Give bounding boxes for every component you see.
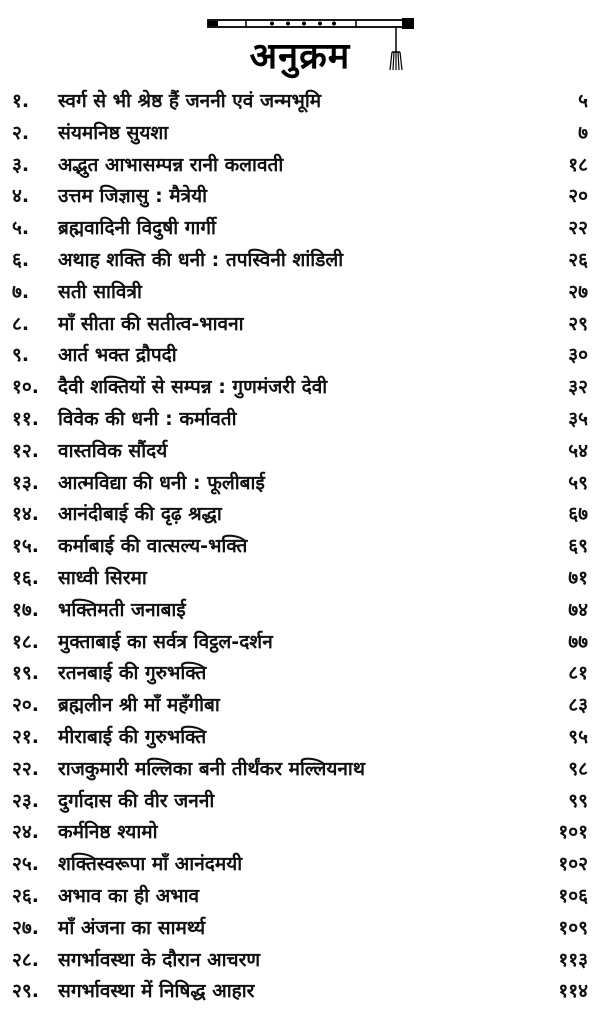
toc-entry-title: माँ सीता की सतीत्व-भावना [58,312,244,335]
toc-entry-title: आर्त भक्त द्रौपदी [58,344,177,367]
toc-entry-number: १०. [12,376,39,399]
toc-entry [0,658,600,690]
toc-entry [0,786,600,818]
toc-entry-number: २१. [12,725,39,748]
toc-entry-page: ३५ [568,407,588,430]
toc-entry-number: १८. [12,630,39,653]
toc-entry-page: ५४ [568,439,588,462]
toc-entry-title: राजकुमारी मल्लिका बनी तीर्थंकर मल्लियनाथ [58,757,365,780]
toc-entry-title: रतनबाई की गुरुभक्ति [58,662,207,685]
toc-entry-title: अथाह शक्ति की धनी : तपस्विनी शांडिली [58,248,344,271]
toc-entry [0,436,600,468]
toc-entry-number: ७. [12,280,30,303]
toc-entry-number: १९. [12,662,39,685]
toc-entry-page: ७४ [568,598,588,621]
toc-entry [0,722,600,754]
toc-entry-number: २५. [12,853,39,876]
toc-entry-number: २२. [12,757,39,780]
toc-entry [0,213,600,245]
toc-entry [0,945,600,977]
toc-entry-number: २. [12,121,30,144]
toc-entry-number: ५. [12,217,30,240]
toc-entry-number: २७. [12,916,39,939]
toc-entry-title: आनंदीबाई की दृढ़ श्रद्धा [58,503,222,526]
toc-entry-number: २६. [12,884,39,907]
toc-entry [0,627,600,659]
toc-entry-title: दुर्गादास की वीर जननी [58,789,215,812]
toc-entry-title: अभाव का ही अभाव [58,884,200,907]
toc-entry-number: २३. [12,789,39,812]
toc-entry-page: २९ [568,312,588,335]
toc-entry [0,849,600,881]
toc-entry-number: १४. [12,503,39,526]
toc-entry-number: ९. [12,344,30,367]
toc-entry [0,754,600,786]
toc-entry [0,595,600,627]
toc-entry [0,531,600,563]
toc-entry-page: ६९ [568,535,588,558]
toc-entry-number: १३. [12,471,39,494]
toc-entry [0,181,600,213]
toc-entry-page: १०१ [558,821,588,844]
toc-entry-title: भक्तिमती जनाबाई [58,598,186,621]
toc-entry-number: ११. [12,407,39,430]
toc-entry-page: ९८ [568,757,588,780]
toc-entry-number: १. [12,90,30,112]
toc-entry [0,340,600,372]
toc-entry [0,277,600,309]
toc-entry-title: वास्तविक सौंदर्य [58,439,168,462]
toc-entry-title: माँ अंजना का सामर्थ्य [58,916,206,939]
toc-entry-page: १०९ [558,916,588,939]
title-block [0,0,600,84]
toc-entry [0,86,600,118]
toc-entry-number: १७. [12,598,39,621]
toc-entry [0,118,600,150]
toc-entry-title: सगर्भावस्था के दौरान आचरण [58,948,261,971]
toc-entry-page: ३२ [568,376,588,399]
toc-entry [0,309,600,341]
toc-entry-number: १२. [12,439,39,462]
toc-entry-page: ९५ [568,725,588,748]
toc-entry-title: संयमनिष्ठ सुयशा [58,121,169,144]
table-of-contents [0,86,600,1008]
toc-entry [0,404,600,436]
toc-entry [0,976,600,1008]
toc-entry-title: ब्रह्मवादिनी विदुषी गार्गी [58,217,216,240]
toc-entry-page: ६७ [568,503,588,526]
toc-entry-page: ७ [578,121,588,144]
toc-entry-page: २० [568,185,588,208]
toc-entry-page: ३० [568,344,588,367]
toc-entry-title: दैवी शक्तियों से सम्पन्न : गुणमंजरी देवी [58,376,328,399]
page-title: अनुक्रम [249,36,351,77]
toc-entry-title: साध्वी सिरमा [58,566,147,589]
toc-entry-title: सगर्भावस्था में निषिद्ध आहार [58,980,255,1003]
toc-entry-page: २६ [568,248,588,271]
toc-entry [0,499,600,531]
toc-entry [0,817,600,849]
toc-entry-page: ९९ [568,789,588,812]
toc-entry [0,913,600,945]
toc-entry-number: ४. [12,185,30,208]
toc-entry-title: अद्भुत आभासम्पन्न रानी कलावती [58,153,284,176]
toc-entry-number: २९. [12,980,39,1003]
toc-entry-number: १५. [12,535,39,558]
toc-entry [0,690,600,722]
toc-entry-number: २४. [12,821,39,844]
toc-entry-title: कर्माबाई की वात्सल्य-भक्ति [58,535,248,558]
toc-entry-page: २२ [568,217,588,240]
toc-entry-page: ५९ [568,471,588,494]
toc-entry-title: उत्तम जिज्ञासु : मैत्रेयी [58,185,208,208]
toc-entry-page: ७७ [568,630,588,653]
toc-entry-title: ब्रह्मलीन श्री माँ महँगीबा [58,694,220,717]
toc-entry-page: ११३ [558,948,588,971]
toc-entry-title: मीराबाई की गुरुभक्ति [58,725,207,748]
toc-entry-page: १०६ [558,884,588,907]
toc-entry [0,563,600,595]
toc-entry-title: स्वर्ग से भी श्रेष्ठ हैं जननी एवं जन्मभूमि [58,90,322,112]
toc-entry-page: २७ [568,280,588,303]
toc-entry-number: २८. [12,948,39,971]
toc-entry-title: शक्तिस्वरूपा माँ आनंदमयी [58,853,243,876]
toc-entry [0,150,600,182]
toc-entry-page: ७१ [568,566,588,589]
toc-entry-page: १०२ [558,853,588,876]
toc-entry-number: १६. [12,566,39,589]
toc-entry [0,372,600,404]
toc-entry-page: ८१ [568,662,588,685]
toc-entry-number: ६. [12,248,30,271]
toc-entry-page: ८३ [568,694,588,717]
toc-entry-title: विवेक की धनी : कर्मावती [58,407,237,430]
toc-entry [0,468,600,500]
toc-entry [0,245,600,277]
toc-entry-title: मुक्ताबाई का सर्वत्र विट्ठल-दर्शन [58,630,273,653]
toc-entry-title: कर्मनिष्ठ श्यामो [58,821,158,844]
toc-entry-number: ८. [12,312,30,335]
toc-entry-page: १८ [568,153,588,176]
toc-entry [0,881,600,913]
toc-entry-title: सती सावित्री [58,280,142,303]
toc-entry-title: आत्मविद्या की धनी : फूलीबाई [58,471,265,494]
toc-entry-page: ११४ [558,980,588,1003]
toc-entry-page: ५ [578,90,588,112]
toc-entry-number: २०. [12,694,39,717]
toc-entry-number: ३. [12,153,30,176]
